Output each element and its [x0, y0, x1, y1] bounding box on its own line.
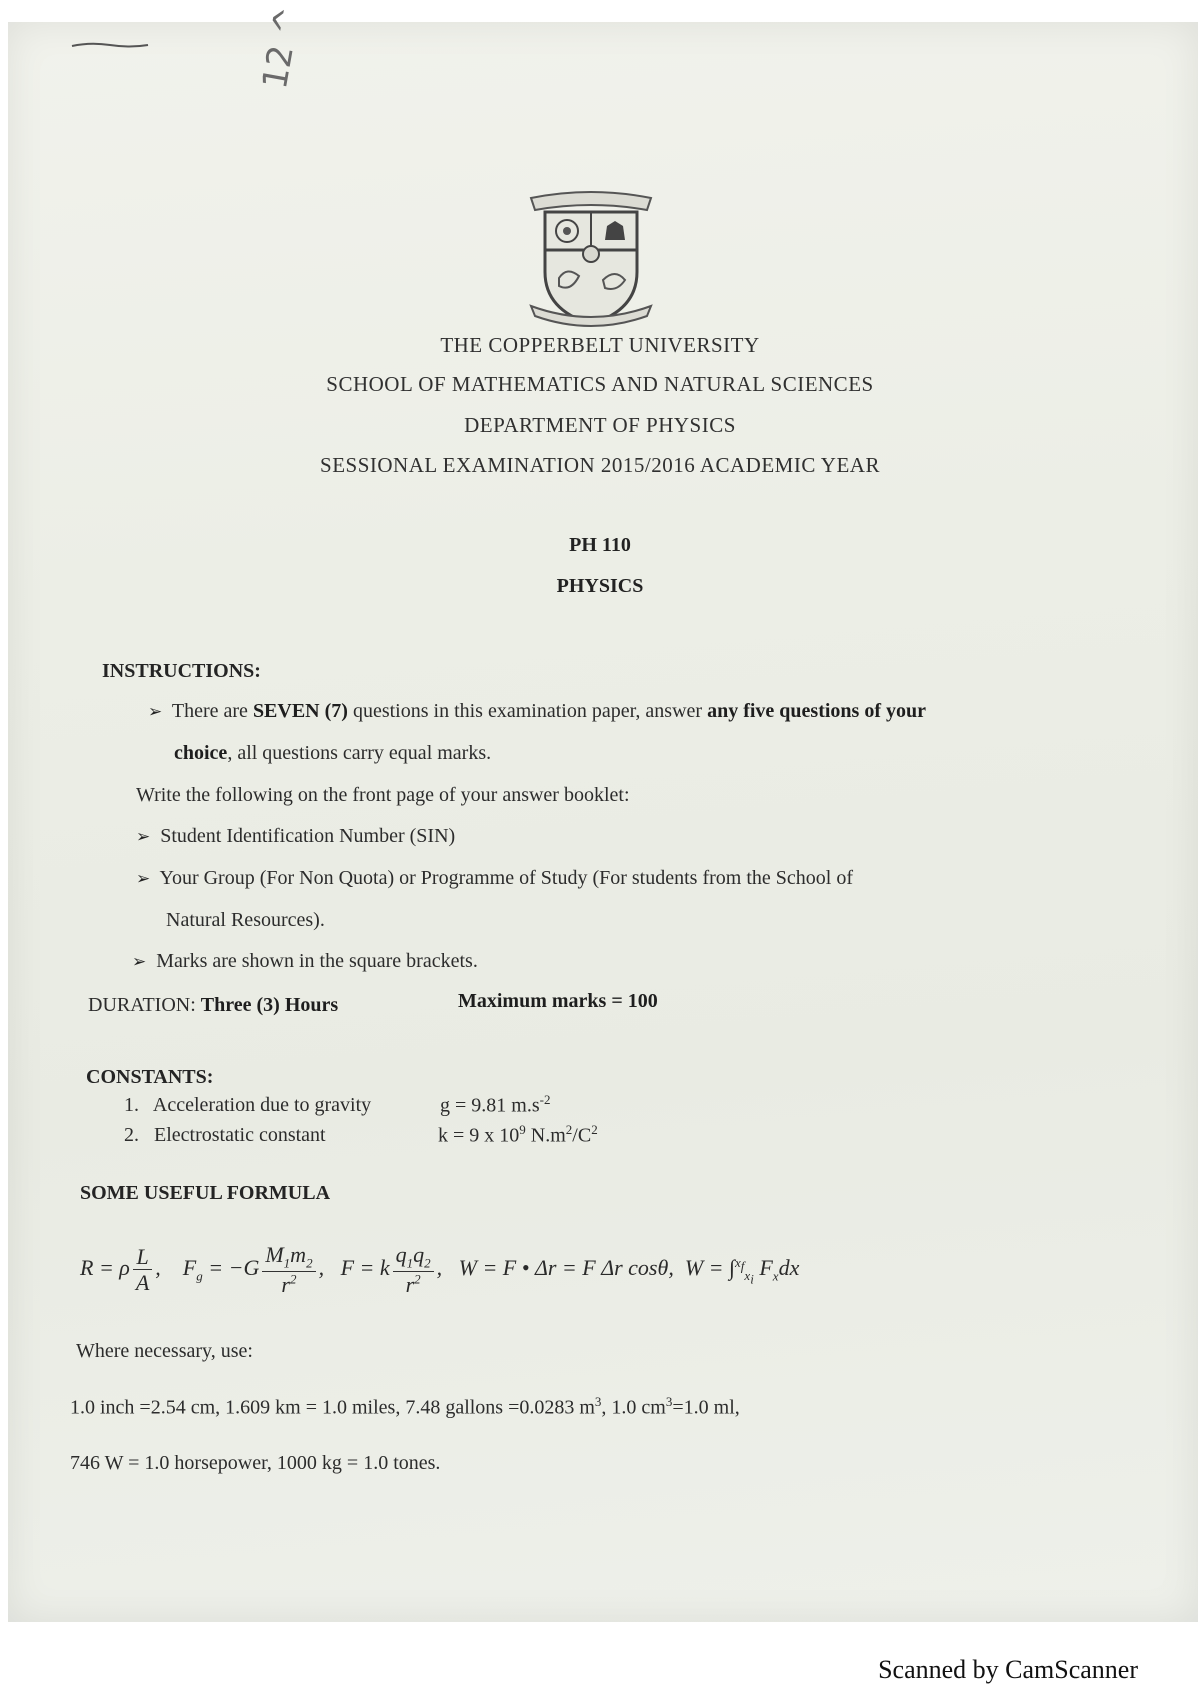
scribble-mark [70, 40, 150, 50]
duration-line: DURATION: Three (3) Hours [88, 994, 339, 1016]
course-code: PH 110 [569, 534, 631, 556]
exam-title: SESSIONAL EXAMINATION 2015/2016 ACADEMIC YEAR [320, 453, 880, 477]
coulomb-formula: F = k $\frac{q_1q_2}{r^2}$ , [340, 1242, 448, 1298]
arrow-bullet-icon: ➢ [132, 952, 147, 971]
gravitation-formula: $F_g = -G$ $\frac{M_1m_2}{r^2}$ , [182, 1242, 330, 1298]
conversion-line-1: 1.0 inch =2.54 cm, 1.609 km = 1.0 miles, 7.48 gallons =0.0283 $m^3$, 1.0 $cm^3=1.0$ ml, [70, 1394, 740, 1419]
school-name: SCHOOL OF MATHEMATICS AND NATURAL SCIENCES [326, 372, 874, 396]
arrow-bullet-icon: ➢ [136, 869, 151, 888]
constant-item-2: 2. Electrostatic constant [124, 1124, 326, 1146]
university-name: THE COPPERBELT UNIVERSITY [440, 333, 760, 357]
handwritten-mark: 12 ^ [255, 3, 309, 92]
constants-heading: CONSTANTS: [86, 1066, 214, 1088]
course-name: PHYSICS [556, 575, 644, 597]
instruction-bullet-1-cont: choice, all questions carry equal marks. [174, 742, 492, 764]
arrow-bullet-icon: ➢ [136, 827, 151, 846]
instruction-bullet-4: ➢ Marks are shown in the square brackets. [132, 950, 478, 972]
instructions-heading: INSTRUCTIONS: [102, 660, 261, 682]
department-name: DEPARTMENT OF PHYSICS [464, 413, 736, 437]
scanner-footer: Scanned by CamScanner [878, 1655, 1138, 1684]
conversion-line-2: 746 W = 1.0 horsepower, 1000 kg = 1.0 tones. [70, 1452, 441, 1474]
work-integral-formula: W = ∫$^{x_f}_{x_i}$ $F_xdx$ [684, 1254, 800, 1287]
constant-value-2: k = 9 x $10^9$ $N.m^2/C^2$ [438, 1122, 598, 1147]
formula-line: R = ρ $\frac{L}{A}$ , $F_g = -G$ $\frac{M_1m_2}{r^2}$ , F = k $\frac{q_1q_2}{r^2}$ , W = F • Δr = F Δr cosθ, W = ∫$^{x_f}_{x_i}$ $F_xdx$ [80, 1242, 800, 1298]
maximum-marks: Maximum marks = 100 [458, 990, 658, 1012]
write-following-line: Write the following on the front page of your answer booklet: [136, 784, 630, 806]
resistance-formula: R = ρ $\frac{L}{A}$ , [80, 1244, 167, 1296]
university-crest-icon [527, 188, 655, 328]
constant-value-1: g = 9.81 $m.s^{-2}$ [440, 1092, 551, 1117]
instruction-bullet-3-cont: Natural Resources). [166, 909, 325, 931]
work-formula: W = F • Δr = F Δr cosθ [458, 1254, 669, 1280]
formula-heading: SOME USEFUL FORMULA [80, 1182, 331, 1204]
arrow-bullet-icon: ➢ [148, 702, 163, 721]
where-necessary-line: Where necessary, use: [76, 1340, 253, 1362]
instruction-bullet-1: ➢ There are SEVEN (7) questions in this examination paper, answer any five questions of your [148, 700, 926, 722]
instruction-bullet-2: ➢ Student Identification Number (SIN) [136, 825, 456, 847]
instruction-bullet-3: ➢ Your Group (For Non Quota) or Programme of Study (For students from the School of [136, 867, 853, 889]
constant-item-1: 1. Acceleration due to gravity [124, 1094, 372, 1116]
